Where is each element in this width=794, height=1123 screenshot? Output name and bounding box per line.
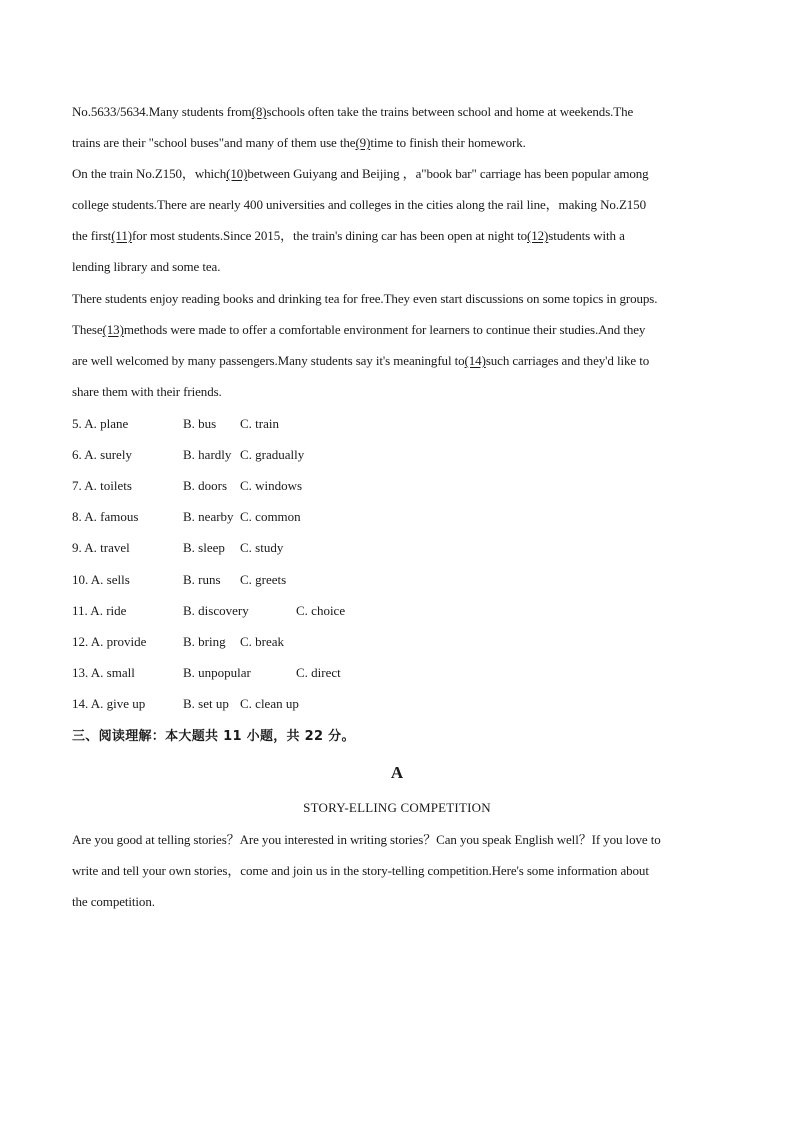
reading-line-3: the competition. xyxy=(72,894,155,909)
option-a: 7. A. toilets xyxy=(72,478,132,493)
option-a: 9. A. travel xyxy=(72,540,130,555)
blank-10: (10) xyxy=(226,166,248,181)
reading-line-1: Are you good at telling stories？Are you interested in writing stories？Can you speak English well？If you love to xyxy=(72,832,661,847)
passage-text: the first xyxy=(72,228,112,243)
passage-line-4: college students.There are nearly 400 universities and colleges in the cities along the rail line，making No.Z150 xyxy=(72,197,646,212)
passage-text: On the train No.Z150，which xyxy=(72,166,227,181)
passage-text: between Guiyang and Beijing ，a"book bar" carriage has been popular among xyxy=(247,166,649,181)
option-a: 8. A. famous xyxy=(72,509,139,524)
passage-line-3 xyxy=(72,166,734,182)
blank-8: (8) xyxy=(251,104,267,119)
section-title: 三、阅读理解：本大题共 11 小题，共 22 分。 xyxy=(72,729,355,744)
passage-line-9 xyxy=(72,353,734,369)
passage-line-6: lending library and some tea. xyxy=(72,259,221,274)
passage-label: A xyxy=(390,763,404,782)
option-b: B. set up xyxy=(183,696,229,711)
blank-9: (9) xyxy=(355,135,371,150)
passage-text: schools often take the trains between school and home at weekends.The xyxy=(266,104,634,119)
passage-line-8 xyxy=(72,322,734,338)
option-b: B. hardly xyxy=(183,447,232,462)
passage-text: such carriages and they'd like to xyxy=(485,353,650,368)
passage-text: These xyxy=(72,322,103,337)
option-c: C. break xyxy=(240,634,285,649)
option-c: C. choice xyxy=(296,603,346,618)
option-c: C. study xyxy=(240,540,284,555)
passage-text: methods were made to offer a comfortable environment for learners to continue their studies.And they xyxy=(123,322,646,337)
option-b: B. bus xyxy=(183,416,217,431)
option-c: C. clean up xyxy=(240,696,299,711)
option-a: 6. A. surely xyxy=(72,447,132,462)
option-a: 12. A. provide xyxy=(72,634,147,649)
blank-11: (11) xyxy=(111,228,132,243)
option-a: 11. A. ride xyxy=(72,603,127,618)
option-c: C. greets xyxy=(240,572,287,587)
option-b: B. unpopular xyxy=(183,665,251,680)
passage-line-10: share them with their friends. xyxy=(72,384,222,399)
passage-line-1 xyxy=(72,104,734,120)
option-b: B. discovery xyxy=(183,603,249,618)
option-a: 13. A. small xyxy=(72,665,135,680)
option-a: 10. A. sells xyxy=(72,572,130,587)
option-b: B. runs xyxy=(183,572,221,587)
reading-line-2: write and tell your own stories，come and join us in the story-telling competition.Here's some information about xyxy=(72,863,649,878)
blank-14: (14) xyxy=(464,353,486,368)
passage-text: No.5633/5634.Many students from xyxy=(72,104,252,119)
blank-12: (12) xyxy=(527,228,549,243)
passage-text: for most students.Since 2015，the train's dining car has been open at night to xyxy=(131,228,528,243)
option-c: C. direct xyxy=(296,665,341,680)
option-b: B. doors xyxy=(183,478,228,493)
option-c: C. windows xyxy=(240,478,303,493)
passage-line-7: There students enjoy reading books and drinking tea for free.They even start discussions on some topics in groups. xyxy=(72,291,658,306)
option-b: B. nearby xyxy=(183,509,234,524)
passage-line-2 xyxy=(72,135,734,151)
blank-13: (13) xyxy=(102,322,124,337)
option-b: B. bring xyxy=(183,634,226,649)
option-a: 14. A. give up xyxy=(72,696,146,711)
passage-text: are well welcomed by many passengers.Many students say it's meaningful to xyxy=(72,353,465,368)
option-c: C. train xyxy=(240,416,279,431)
passage-line-5 xyxy=(72,228,734,244)
passage-text: trains are their "school buses"and many of them use the xyxy=(72,135,356,150)
passage-text: time to finish their homework. xyxy=(370,135,526,150)
option-a: 5. A. plane xyxy=(72,416,129,431)
option-c: C. common xyxy=(240,509,301,524)
passage-text: students with a xyxy=(548,228,625,243)
option-b: B. sleep xyxy=(183,540,225,555)
passage-title: STORY-ELLING COMPETITION xyxy=(303,800,491,815)
option-c: C. gradually xyxy=(240,447,305,462)
